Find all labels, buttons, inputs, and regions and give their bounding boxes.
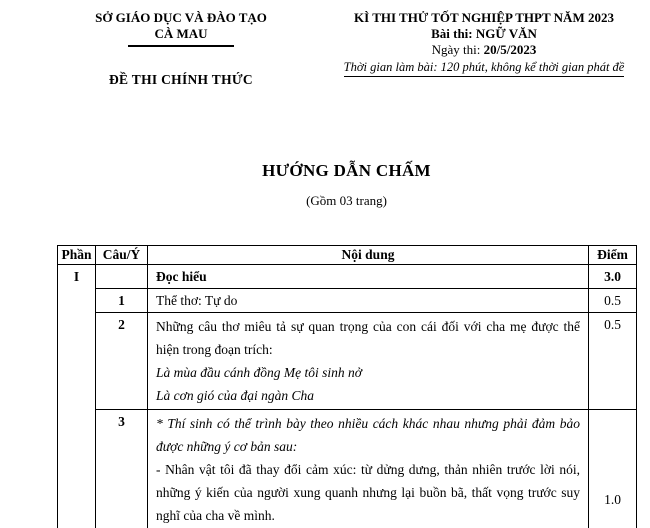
cau-cell (96, 265, 148, 289)
content-line: Thể thơ: Tự do (156, 293, 238, 308)
content-line: Những câu thơ miêu tả sự quan trọng của con cái đối với cha mẹ được thể hiện trong đoạn trích: (156, 319, 580, 357)
grading-note-line: * Thí sinh có thể trình bày theo nhiều cách khác nhau nhưng phải đảm bảo được những ý cơ bản sau: (156, 416, 580, 454)
header-left-divider (128, 45, 234, 47)
cau-cell: 1 (96, 289, 148, 313)
col-header-noidung: Nội dung (148, 246, 589, 265)
duration-line: Thời gian làm bài: 120 phút, không kể thời gian phát đề (344, 59, 625, 77)
section-cell: I (58, 265, 96, 528)
exam-date-label: Ngày thi: (431, 42, 484, 57)
content-line: Đọc hiểu (156, 269, 207, 284)
header-right-block (320, 10, 648, 77)
col-header-phan: Phần (58, 246, 96, 265)
col-header-cau: Câu/Ý (96, 246, 148, 265)
content-cell (148, 313, 589, 410)
content-cell (148, 289, 589, 313)
score-cell: 0.5 (589, 313, 637, 410)
page-subtitle: (Gồm 03 trang) (306, 193, 387, 208)
score-cell: 0.5 (589, 289, 637, 313)
grading-table (57, 245, 637, 528)
official-exam-label: ĐỀ THI CHÍNH THỨC (108, 72, 253, 87)
cau-cell: 2 (96, 313, 148, 410)
department-line1: SỞ GIÁO DỤC VÀ ĐÀO TẠO (95, 10, 267, 25)
exam-date-line (320, 42, 648, 58)
table-row (58, 313, 637, 410)
quoted-verse-line: Là cơn gió của đại ngàn Cha (156, 388, 314, 403)
page-title: HƯỚNG DẪN CHẤM (262, 161, 431, 180)
score-cell: 3.0 (589, 265, 637, 289)
content-cell (148, 410, 589, 528)
content-line: - Nhân vật tôi đã thay đổi cảm xúc: từ dửng dưng, thản nhiên trước lời nói, những ý kiến của người xung quanh nhưng lại buồn bã, thất vọng trước suy nghĩ của cha về mình. (156, 462, 580, 523)
content-cell (148, 265, 589, 289)
subject-line: Bài thi: NGỮ VĂN (431, 26, 537, 41)
cau-cell: 3 (96, 410, 148, 528)
table-row (58, 410, 637, 528)
table-row (58, 265, 637, 289)
quoted-verse-line: Là mùa đầu cánh đồng Mẹ tôi sinh nở (156, 365, 362, 380)
col-header-diem: Điểm (589, 246, 637, 265)
duration-line-wrap (320, 58, 648, 77)
header-left-block (86, 10, 276, 88)
table-header-row (58, 246, 637, 265)
exam-date-value: 20/5/2023 (483, 42, 537, 57)
exam-session-title: KÌ THI THỬ TỐT NGHIỆP THPT NĂM 2023 (354, 10, 614, 25)
score-cell: 1.0 (589, 410, 637, 528)
table-row (58, 289, 637, 313)
department-line2: CÀ MAU (154, 26, 208, 41)
